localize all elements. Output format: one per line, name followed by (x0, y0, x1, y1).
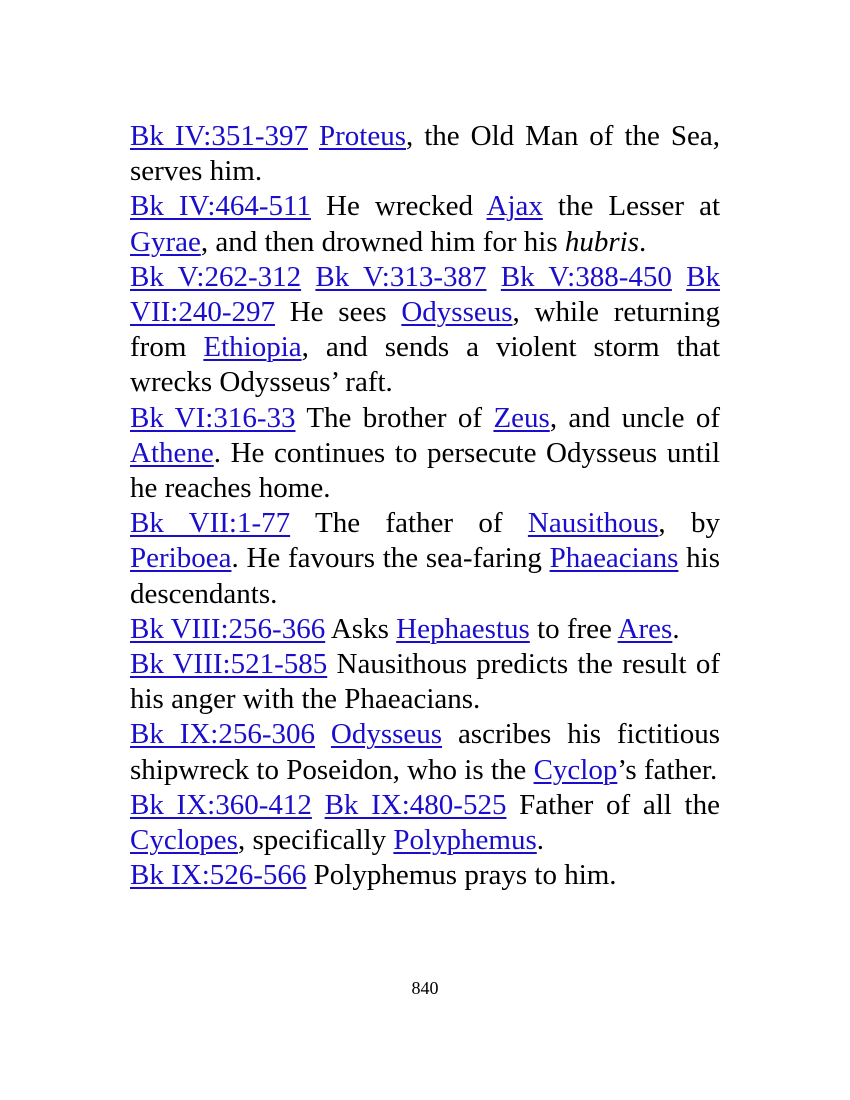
term-link-proteus[interactable]: Proteus (319, 120, 406, 152)
ref-link[interactable]: Bk V:262-312 (130, 260, 302, 293)
entry-text (487, 261, 501, 293)
entry-text: ’s father. (617, 753, 718, 786)
index-entry (130, 717, 720, 787)
entry-text (312, 789, 325, 821)
entry-text: , and sends a violent storm that wrecks Odysseus’ raft. (130, 331, 720, 399)
entry-text: Asks (325, 612, 397, 645)
term-link-gyrae[interactable]: Gyrae (130, 225, 201, 258)
entry-text (308, 120, 319, 152)
index-entry (130, 401, 720, 507)
entry-text: . He favours the sea-faring (231, 542, 550, 575)
entry-text: He sees (274, 296, 402, 329)
entry-text: Polyphemus prays to him. (306, 859, 617, 892)
emphasized-text: hubris (564, 225, 640, 258)
entry-text: The father of (290, 507, 528, 540)
entry-text: . He continues to persecute Odysseus until he reaches home. (130, 436, 720, 505)
term-link-odysseus[interactable]: Odysseus (330, 718, 443, 751)
ref-link[interactable]: Bk VIII:256-366 (130, 612, 326, 645)
term-link-cyclop[interactable]: Cyclop (533, 753, 618, 786)
entry-text: . (672, 612, 680, 645)
index-entry (130, 119, 720, 189)
entry-text: the Lesser at (542, 190, 721, 223)
index-entry (130, 788, 720, 858)
entry-text: his descendants. (130, 542, 720, 610)
ref-link[interactable]: Bk IV:464-511 (130, 190, 311, 223)
term-link-polyphemus[interactable]: Polyphemus (393, 824, 537, 857)
ref-link[interactable]: Bk V:388-450 (500, 260, 672, 293)
index-entry (130, 189, 720, 259)
entry-text: Father of all the (506, 788, 720, 821)
term-link-athene[interactable]: Athene (130, 436, 214, 469)
term-link-ethiopia[interactable]: Ethiopia (203, 331, 302, 364)
index-entry (130, 612, 720, 647)
entry-text (672, 261, 686, 293)
ref-link[interactable]: Bk VII:240-297 (130, 260, 721, 329)
ref-link[interactable]: Bk VI:316-33 (130, 401, 296, 434)
index-entries (130, 119, 720, 893)
index-entry (130, 506, 720, 612)
page-number: 840 (411, 978, 439, 998)
ref-link[interactable]: Bk IX:526-566 (130, 859, 307, 892)
term-link-phaeacians[interactable]: Phaeacians (549, 542, 679, 575)
entry-text (315, 718, 331, 750)
term-link-ajax[interactable]: Ajax (486, 190, 543, 223)
ref-link[interactable]: Bk IV:351-397 (130, 120, 308, 152)
entry-text: , by (658, 507, 721, 540)
entry-text: ascribes his fictitious shipwreck to Poseidon, who is the (130, 718, 721, 786)
ref-link[interactable]: Bk IX:256-306 (130, 718, 316, 751)
term-link-hephaestus[interactable]: Hephaestus (396, 612, 530, 645)
ref-link[interactable]: Bk IX:360-412 (130, 788, 312, 821)
term-link-ares[interactable]: Ares (617, 612, 673, 645)
entry-text: The brother of (295, 401, 494, 434)
entry-text: , while returning from (130, 296, 720, 364)
term-link-odysseus[interactable]: Odysseus (401, 296, 513, 329)
index-entry (130, 858, 720, 893)
ref-link[interactable]: Bk IX:480-525 (324, 788, 507, 821)
entry-text: He wrecked (310, 190, 487, 223)
entry-text: Nausithous predicts the result of his anger with the Phaeacians. (130, 648, 720, 716)
entry-text: . (536, 824, 545, 857)
ref-link[interactable]: Bk VIII:521-585 (130, 648, 328, 681)
entry-text: . (639, 225, 647, 258)
entry-text: , and then drowned him for his (200, 225, 565, 258)
entry-text: , specifically (237, 824, 394, 857)
index-entry (130, 260, 720, 401)
term-link-zeus[interactable]: Zeus (493, 401, 550, 434)
entry-text: , and uncle of (549, 401, 720, 434)
ref-link[interactable]: Bk VII:1-77 (130, 507, 291, 540)
entry-text (301, 261, 315, 293)
entry-text: to free (529, 612, 618, 645)
index-entry (130, 647, 720, 717)
term-link-periboea[interactable]: Periboea (130, 542, 232, 575)
term-link-nausithous[interactable]: Nausithous (527, 507, 659, 540)
term-link-cyclopes[interactable]: Cyclopes (130, 824, 238, 857)
ref-link[interactable]: Bk V:313-387 (315, 260, 487, 293)
entry-text: , the Old Man of the Sea, serves him. (130, 120, 720, 188)
